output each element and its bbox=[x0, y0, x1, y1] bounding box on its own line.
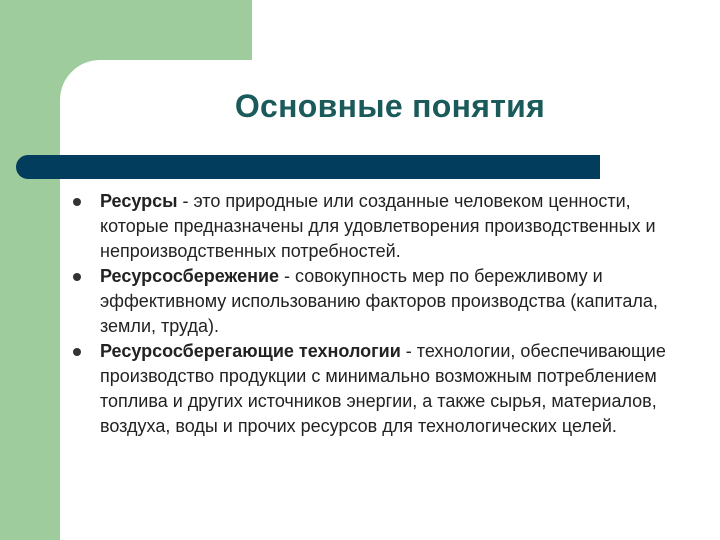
bullet-dot-icon bbox=[73, 198, 81, 206]
term-label: Ресурсосбережение bbox=[100, 266, 280, 286]
definition-text: - совокупность мер по бережливому и эффективному использованию факторов производства (капитала, земли, труда). bbox=[100, 266, 658, 336]
definition-item-resources bbox=[100, 189, 690, 264]
definition-item-resource-saving bbox=[100, 264, 690, 339]
title-divider-bar bbox=[16, 155, 600, 179]
definitions-list bbox=[100, 189, 690, 439]
definition-text: - технологии, обеспечивающие производство продукции с минимально возможным потреблением топлива и других источников энергии, а также сырья, материалов, воздуха, воды и прочих ресурсов для технологических целей. bbox=[100, 341, 666, 436]
bullet-dot-icon bbox=[73, 348, 81, 356]
term-label: Ресурсы bbox=[100, 191, 178, 211]
slide-title: Основные понятия bbox=[234, 88, 546, 124]
definition-item-resource-saving-technologies bbox=[100, 339, 690, 439]
term-label: Ресурсосберегающие технологии bbox=[100, 341, 401, 361]
bullet-dot-icon bbox=[73, 273, 81, 281]
definition-text: - это природные или созданные человеком ценности, которые предназначены для удовлетворения производственных и непроизводственных потребностей. bbox=[100, 191, 656, 261]
